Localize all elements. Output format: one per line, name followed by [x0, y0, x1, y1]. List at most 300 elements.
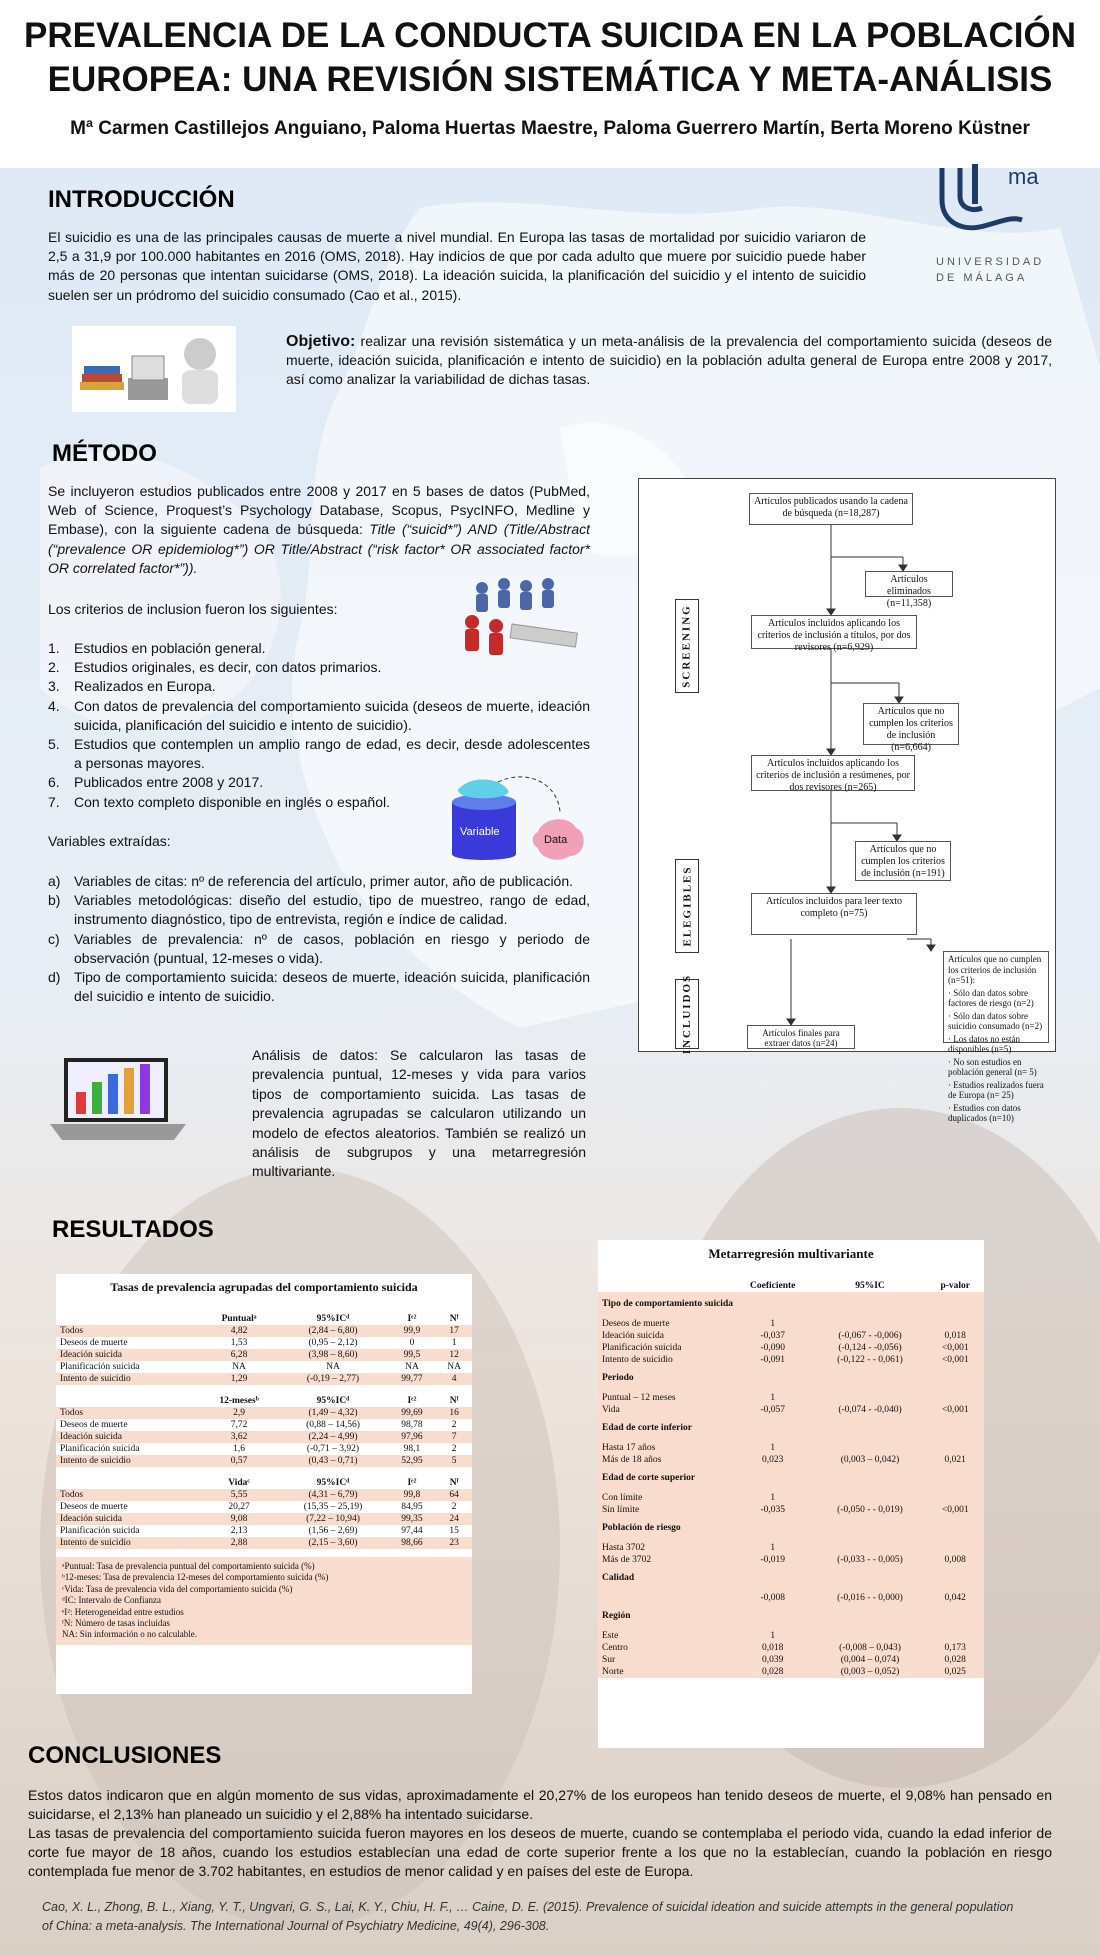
table-row — [598, 1492, 984, 1504]
group-name: Región — [598, 1604, 984, 1622]
header-cell — [598, 1280, 732, 1292]
table-cell: Planificación suicida — [60, 1362, 140, 1372]
table-cell: (15,35 – 25,19) — [303, 1502, 363, 1512]
exclusion-reason: · Los datos no están disponibles (n=5) — [948, 1033, 1020, 1054]
table-cell: 0,028 — [732, 1666, 814, 1678]
flow-box-search: Artículos publicados usando la cadena de búsqueda (n=18,287) — [749, 493, 913, 525]
table-cell: (0,43 – 0,71) — [278, 1455, 388, 1467]
header-cell — [56, 1467, 200, 1489]
table-row — [598, 1504, 984, 1516]
group-name: Calidad — [598, 1566, 984, 1584]
metaregression-header-row — [598, 1280, 984, 1292]
prisma-flow-diagram — [638, 478, 1056, 1123]
criterion-item — [48, 677, 590, 696]
table-row — [56, 1513, 472, 1525]
table-row — [56, 1489, 472, 1501]
conclusions-text — [28, 1786, 1052, 1881]
table-row — [598, 1330, 984, 1342]
table-cell: Sur — [598, 1654, 732, 1666]
table-row — [56, 1431, 472, 1443]
table-cell: Puntual – 12 meses — [598, 1392, 732, 1404]
metaregression-table-body — [598, 1280, 984, 1678]
table-cell: (-0,71 – 3,92) — [306, 1444, 360, 1454]
exclusion-reason: · Estudios realizados fuera de Europa (n= 25) — [948, 1079, 1044, 1100]
table-cell: Planificación suicida — [598, 1342, 732, 1354]
table-row — [598, 1442, 984, 1454]
exclusion-reason: · Sólo dan datos sobre suicidio consumado (n=2) — [948, 1010, 1043, 1031]
table-cell: <0,001 — [926, 1342, 984, 1354]
table-row — [56, 1443, 472, 1455]
variable-data-icon — [448, 774, 598, 866]
criterion-text: Estudios en población general. — [74, 640, 266, 656]
vars-list — [48, 872, 590, 1006]
header-cell: 95%ICᵈ — [316, 1396, 350, 1406]
table-row — [598, 1542, 984, 1554]
analysis-text: Análisis de datos: Se calcularon las tasas de prevalencia puntual, 12-meses y vida para varios tipos de comportamiento suicida. Las tasas de prevalencia agrupadas se calcularon utilizando un modelo de efectos aleatorios. También se realizó un análisis de subgrupos y una metarregresión multivariante. — [252, 1047, 586, 1180]
table-row — [56, 1501, 472, 1513]
table-cell: 1,29 — [200, 1373, 278, 1385]
table-note: ᵃPuntual: Tasa de prevalencia puntual del comportamiento suicida (%) — [62, 1561, 315, 1571]
table-cell: 17 — [436, 1325, 472, 1337]
spacer-cell — [598, 1484, 984, 1492]
table-cell: (0,95 – 2,12) — [308, 1338, 358, 1348]
criterion-marker: 6. — [48, 774, 60, 791]
table-cell: 23 — [436, 1537, 472, 1549]
metaregression-group-row — [598, 1516, 984, 1534]
spacer-row — [598, 1434, 984, 1442]
table-cell: 0,173 — [926, 1642, 984, 1654]
table-cell — [926, 1318, 984, 1330]
table-cell: 2,88 — [200, 1537, 278, 1549]
variable-data-image — [448, 774, 598, 866]
table-cell: Más de 18 años — [598, 1454, 732, 1466]
header-cell: Iᵉ² — [407, 1396, 417, 1406]
excluded-fulltext-title: Artículos que no cumplen los criterios de inclusión (n=51): — [948, 954, 1042, 985]
table-cell: (3,98 – 8,60) — [278, 1349, 388, 1361]
header-cell — [56, 1313, 200, 1325]
table-cell: Deseos de muerte — [60, 1338, 128, 1348]
table-cell: Centro — [598, 1642, 732, 1654]
table-cell: NA — [326, 1362, 340, 1372]
table-cell: -0,057 — [732, 1404, 814, 1416]
criterion-marker: 7. — [48, 793, 60, 810]
table-cell: 64 — [436, 1489, 472, 1501]
conclusions-p2: Las tasas de prevalencia del comportamiento suicida fueron mayores en los deseos de muerte, cuando se contemplaba el periodo vida, cuando la edad inferior de corte fue mayor de 18 años, cuando los estudios establecían una edad de corte superior frente a los que no la establecían, cuando la población en riesgo contemplada fue menor de 3.702 habitantes, en estudios de menor calidad y en países del este de Europa. — [28, 1825, 1052, 1879]
criterion-marker: 5. — [48, 736, 60, 753]
table-cell: Vida — [598, 1404, 732, 1416]
criterion-text: Publicados entre 2008 y 2017. — [74, 774, 264, 791]
intro-text: El suicidio es una de las principales causas de muerte a nivel mundial. En Europa las tasas de mortalidad por suicidio variaron de 2,5 a 31,9 por 100.000 habitantes en 2016 (OMS, 2018). Hay indicios de que por cada adulto que muere por suicidio puede haber más de 20 personas que intentan suicidarse (OMS, 2018). La ideación suicida, la planificación del suicidio y el intento de suicidio suelen ser un pródromo del suicidio consumado (Cao et al., 2015). — [48, 229, 866, 303]
table-cell — [598, 1592, 732, 1604]
spacer-row — [598, 1484, 984, 1492]
table-cell: 0,018 — [926, 1330, 984, 1342]
table-cell: Norte — [598, 1666, 732, 1678]
table-cell: Todos — [56, 1325, 200, 1337]
table-cell: 97,96 — [388, 1431, 436, 1443]
criterion-marker: 1. — [48, 640, 60, 656]
table-cell: 2 — [451, 1502, 457, 1512]
table-cell: 0,039 — [732, 1654, 814, 1666]
table-row — [56, 1407, 472, 1419]
table-row — [598, 1666, 984, 1678]
books-magnifier-icon — [72, 326, 236, 412]
variable-marker: d) — [48, 969, 61, 986]
table-cell: Intento de suicidio — [598, 1354, 732, 1366]
table-cell: (2,15 – 3,60) — [278, 1537, 388, 1549]
variable-marker: b) — [48, 892, 61, 909]
table-cell: (-0,008 – 0,043) — [814, 1642, 927, 1654]
table-cell: 98,66 — [388, 1537, 436, 1549]
table-cell — [926, 1442, 984, 1454]
table-cell: 0,023 — [732, 1454, 814, 1466]
table-cell: Deseos de muerte — [598, 1318, 732, 1330]
flow-box-fulltext: Artículos incluidos para leer texto completo (n=75) — [751, 893, 917, 935]
table-cell: 1 — [732, 1318, 814, 1330]
table-cell — [814, 1492, 927, 1504]
table-cell: 99,77 — [388, 1373, 436, 1385]
table-cell: (0,004 – 0,074) — [814, 1654, 927, 1666]
table-cell: (7,22 – 10,94) — [278, 1513, 388, 1525]
table-cell: 97,44 — [401, 1526, 423, 1536]
table-cell: Intento de suicidio — [56, 1455, 200, 1467]
table-cell: -0,008 — [732, 1592, 814, 1604]
prevalence-header-row — [56, 1467, 472, 1489]
analysis-image — [46, 1052, 190, 1154]
table-row — [598, 1592, 984, 1604]
criterion-marker: 3. — [48, 678, 60, 695]
criteria-intro: Los criterios de inclusion fueron los siguientes: — [48, 601, 338, 617]
table-cell: Con límite — [598, 1492, 732, 1504]
table-note: ᵇ12-meses: Tasa de prevalencia 12-meses del comportamiento suicida (%) — [62, 1572, 329, 1583]
table-cell: Hasta 3702 — [598, 1542, 732, 1554]
header-cell: Nᶠ — [449, 1314, 459, 1324]
flow-stage-elegibles — [675, 859, 699, 953]
variable-item — [48, 930, 590, 968]
table-cell: Ideación suicida — [56, 1349, 200, 1361]
people-group-icon — [452, 574, 584, 672]
objective — [286, 332, 1052, 390]
spacer-cell — [598, 1434, 984, 1442]
header-cell: 12-mesesᵇ — [219, 1396, 259, 1406]
header-cell: 95%ICᵈ — [316, 1314, 350, 1324]
table-cell: 16 — [436, 1407, 472, 1419]
vars-intro: Variables extraídas: — [48, 833, 171, 849]
header-cell: 95%IC — [855, 1281, 885, 1291]
table-cell: 5 — [436, 1455, 472, 1467]
table-cell: Todos — [56, 1407, 200, 1419]
spacer-cell — [598, 1622, 984, 1630]
data-label: Data — [544, 834, 568, 846]
metaregression-title: Metarregresión multivariante — [708, 1246, 874, 1261]
logo-mark: ma — [1008, 164, 1039, 189]
table-cell: 99,5 — [388, 1349, 436, 1361]
flow-box-titles: Artículos incluidos aplicando los criterios de inclusión a títulos, por dos revisores (n=6,929) — [751, 615, 917, 649]
table-cell: 4,82 — [200, 1325, 278, 1337]
table-cell: 99,69 — [388, 1407, 436, 1419]
table-cell: 99,9 — [388, 1325, 436, 1337]
results-heading: RESULTADOS — [52, 1216, 214, 1243]
exclusion-reason: · Estudios con datos duplicados (n=10) — [948, 1102, 1021, 1123]
table-cell: -0,090 — [732, 1342, 814, 1354]
metaregression-group-row — [598, 1566, 984, 1584]
criterion-text: Con texto completo disponible en inglés o español. — [74, 793, 390, 810]
intro-image — [72, 326, 236, 412]
table-cell: 7,72 — [230, 1420, 248, 1430]
table-cell: (4,31 – 6,79) — [278, 1489, 388, 1501]
header-cell: Iᵉ² — [407, 1478, 417, 1488]
metaregression-group-row — [598, 1292, 984, 1310]
table-row — [598, 1342, 984, 1354]
exclusion-reason: · Sólo dan datos sobre factores de riesgo (n=2) — [948, 987, 1034, 1008]
metaregression-group-row — [598, 1466, 984, 1484]
spacer-cell — [598, 1584, 984, 1592]
search-string: Title (“suicid*”) AND (Title/Abstract (“prevalence OR epidemiolog*”) OR Title/Abstract (“risk factor* OR associated factor* OR correlated factor*”)). — [48, 521, 591, 576]
table-row — [56, 1349, 472, 1361]
table-cell: 0,025 — [926, 1666, 984, 1678]
authors: Mª Carmen Castillejos Anguiano, Paloma Huertas Maestre, Paloma Guerrero Martín, Berta Moreno Küstner — [70, 118, 1030, 139]
table-cell: 1 — [732, 1442, 814, 1454]
header-cell: 95%ICᵈ — [316, 1478, 350, 1488]
stage-elegibles-label: ELEGIBLES — [681, 865, 694, 947]
flow-box-excluded-fulltext — [943, 951, 1049, 1123]
table-cell: -0,035 — [732, 1504, 814, 1516]
table-cell: 2 — [451, 1444, 457, 1454]
table-row — [598, 1392, 984, 1404]
table-row — [598, 1318, 984, 1330]
header-cell — [56, 1385, 200, 1407]
table-cell: 99,8 — [388, 1489, 436, 1501]
table-row — [56, 1537, 472, 1549]
table-cell: 9,08 — [200, 1513, 278, 1525]
criterion-item — [48, 697, 590, 735]
table-cell: (-0,050 - - 0,019) — [814, 1504, 927, 1516]
table-cell — [926, 1542, 984, 1554]
variable-text: Variables de citas: nº de referencia del artículo, primer autor, año de publicación. — [74, 873, 574, 889]
intro-heading: INTRODUCCIÓN — [48, 186, 235, 213]
method-heading: MÉTODO — [52, 440, 157, 467]
header-cell: Puntualᵃ — [221, 1314, 257, 1324]
table-cell: (-0,122 - - 0,061) — [814, 1354, 927, 1366]
table-cell: 4 — [436, 1373, 472, 1385]
prevalence-table-title: Tasas de prevalencia agrupadas del comportamiento suicida — [110, 1280, 418, 1294]
table-cell: 0,008 — [926, 1554, 984, 1566]
table-cell: (-0,124 - -0,056) — [814, 1342, 927, 1354]
table-cell: Más de 3702 — [598, 1554, 732, 1566]
table-cell: 1 — [732, 1392, 814, 1404]
table-cell: Deseos de muerte — [60, 1502, 128, 1512]
table-cell: 20,27 — [228, 1502, 250, 1512]
spacer-row — [598, 1384, 984, 1392]
variable-marker: a) — [48, 873, 61, 889]
logo-line-1: UNIVERSIDAD — [936, 256, 1045, 268]
table-note: ᶠN: Número de tasas incluidas — [62, 1618, 170, 1629]
table-cell — [814, 1542, 927, 1554]
variable-item — [48, 872, 590, 891]
metaregression-table — [598, 1240, 984, 1748]
header-cell: Nᶠ — [449, 1478, 459, 1488]
table-cell: NA — [232, 1362, 246, 1372]
table-row — [56, 1419, 472, 1431]
table-cell: (-0,067 - -0,006) — [814, 1330, 927, 1342]
table-cell — [814, 1630, 927, 1642]
group-name: Población de riesgo — [598, 1516, 984, 1534]
table-cell: 1,6 — [233, 1444, 245, 1454]
table-cell: 12 — [436, 1349, 472, 1361]
flow-stage-incluidos — [675, 973, 699, 1055]
table-cell — [814, 1318, 927, 1330]
table-cell: (2,24 – 4,99) — [278, 1431, 388, 1443]
header-cell: Iᵉ² — [407, 1314, 417, 1324]
table-cell: Hasta 17 años — [598, 1442, 732, 1454]
criterion-text: Estudios que contemplen un amplio rango de edad, es decir, desde adolescentes a personas mayores. — [74, 736, 590, 772]
table-cell — [814, 1392, 927, 1404]
table-cell: 99,35 — [388, 1513, 436, 1525]
poster-title-line-1: PREVALENCIA DE LA CONDUCTA SUICIDA EN LA POBLACIÓN — [24, 16, 1076, 55]
criterion-text: Con datos de prevalencia del comportamiento suicida (deseos de muerte, ideación suicida, planificación del suicidio e intento de suicidio). — [74, 697, 590, 733]
conclusions-heading: CONCLUSIONES — [28, 1742, 222, 1769]
table-note: NA: Sin información o no calculable. — [62, 1629, 197, 1640]
table-cell: Planificación suicida — [60, 1526, 140, 1536]
variable-item — [48, 968, 590, 1006]
people-image — [452, 574, 584, 672]
table-cell: 52,95 — [388, 1455, 436, 1467]
spacer-cell — [598, 1310, 984, 1318]
table-cell: (-0,074 - -0,040) — [814, 1404, 927, 1416]
metaregression-group-row — [598, 1366, 984, 1384]
table-cell — [926, 1392, 984, 1404]
variable-item — [48, 891, 590, 929]
table-row — [56, 1337, 472, 1349]
table-cell: 6,28 — [200, 1349, 278, 1361]
spacer-cell — [598, 1384, 984, 1392]
criterion-text: Realizados en Europa. — [74, 678, 216, 695]
table-cell: 1 — [732, 1630, 814, 1642]
flow-box-final: Artículos finales para extraer datos (n=24) — [747, 1025, 855, 1049]
table-cell: (-0,033 - - 0,005) — [814, 1554, 927, 1566]
table-cell: 5,55 — [200, 1489, 278, 1501]
criterion-marker: 2. — [48, 659, 60, 676]
table-cell: NA — [447, 1362, 461, 1372]
table-cell: Ideación suicida — [56, 1431, 200, 1443]
spacer-row — [598, 1310, 984, 1318]
table-cell: <0,001 — [926, 1354, 984, 1366]
university-logo — [932, 160, 1052, 240]
table-cell: Intento de suicidio — [56, 1373, 200, 1385]
table-cell — [926, 1630, 984, 1642]
table-cell: 0,021 — [926, 1454, 984, 1466]
table-cell: (0,88 – 14,56) — [306, 1420, 360, 1430]
flow-box-removed: Artículos eliminados (n=11,358) — [865, 571, 953, 597]
table-cell: (0,003 – 0,052) — [814, 1666, 927, 1678]
table-cell: Intento de suicidio — [56, 1537, 200, 1549]
group-name: Edad de corte superior — [598, 1466, 984, 1484]
flow-stage-screening — [675, 599, 699, 693]
table-cell: 0,042 — [926, 1592, 984, 1604]
table-row — [56, 1525, 472, 1537]
table-cell: -0,037 — [732, 1330, 814, 1342]
poster-title-line-2: EUROPEA: UNA REVISIÓN SISTEMÁTICA Y META-ANÁLISIS — [47, 60, 1053, 99]
table-cell: NA — [405, 1362, 419, 1372]
method-text — [48, 482, 590, 578]
table-cell — [926, 1492, 984, 1504]
variable-text: Variables de prevalencia: nº de casos, población en riesgo y periodo de observación (puntual, 12-meses o vida). — [74, 930, 590, 966]
table-cell: (-0,016 - - 0,000) — [814, 1592, 927, 1604]
header-cell: Coeficiente — [750, 1281, 796, 1291]
table-cell: -0,091 — [732, 1354, 814, 1366]
table-row — [598, 1454, 984, 1466]
header-cell: p-valor — [940, 1281, 970, 1291]
table-cell: 3,62 — [200, 1431, 278, 1443]
metaregression-group-row — [598, 1604, 984, 1622]
table-cell: Este — [598, 1630, 732, 1642]
table-cell: Sin límite — [598, 1504, 732, 1516]
prevalence-header-row — [56, 1313, 472, 1325]
reference: Cao, X. L., Zhong, B. L., Xiang, Y. T., Ungvari, G. S., Lai, K. Y., Chiu, H. F., … Caine, D. E. (2015). Prevalence of suicidal ideation and suicide attempts in the general population of China: a meta-analysis. The International Journal of Psychiatry Medicine, 49(4), 296-308. — [42, 1900, 1014, 1933]
table-row — [598, 1554, 984, 1566]
table-cell: Todos — [56, 1489, 200, 1501]
criterion-item — [48, 735, 590, 773]
table-row — [56, 1455, 472, 1467]
criterion-marker: 4. — [48, 697, 60, 714]
flow-box-excluded-titles: Artículos que no cumplen los criterios de inclusión (n=6,664) — [863, 703, 959, 745]
objective-text: realizar una revisión sistemática y un meta-análisis de la prevalencia del comportamiento suicida (deseos de muerte, ideación suicida, planificación e intento de suicidio) en la población adulta general de Europa entre 2008 y 2017, así como analizar la variabilidad de dichas tasas. — [286, 333, 1052, 388]
table-row — [56, 1373, 472, 1385]
variable-text: Variables metodológicas: diseño del estudio, tipo de muestreo, rango de edad, instrumento diagnóstico, tipo de entrevista, región e índice de calidad. — [74, 892, 590, 928]
stage-screening-label: SCREENING — [681, 604, 693, 688]
table-cell: (1,49 – 4,32) — [278, 1407, 388, 1419]
header-cell: Nᶠ — [449, 1396, 459, 1406]
method-text-a: Se incluyeron estudios publicados entre 2008 y 2017 en 5 bases de datos (PubMed, Web of Science, Proquest’s Psychology Database, Scopus, PsycINFO, Medline y Embase), con la siguiente cadena de búsqueda: — [48, 483, 590, 538]
table-cell: 0,018 — [732, 1642, 814, 1654]
group-name: Tipo de comportamiento suicida — [598, 1292, 984, 1310]
prevalence-table-body — [56, 1313, 472, 1549]
table-cell — [814, 1442, 927, 1454]
table-row — [56, 1361, 472, 1373]
table-cell: 1 — [732, 1542, 814, 1554]
laptop-chart-icon — [46, 1052, 190, 1154]
stage-incluidos-label: INCLUIDOS — [681, 973, 694, 1055]
objective-label: Objetivo: — [286, 333, 356, 350]
prevalence-notes — [56, 1557, 472, 1645]
spacer-cell — [598, 1534, 984, 1542]
table-cell: (0,003 – 0,042) — [814, 1454, 927, 1466]
spacer-row — [598, 1584, 984, 1592]
table-cell: 7 — [436, 1431, 472, 1443]
table-cell: 84,95 — [401, 1502, 423, 1512]
table-cell: <0,001 — [926, 1404, 984, 1416]
table-cell: 24 — [436, 1513, 472, 1525]
table-cell: 0,57 — [200, 1455, 278, 1467]
table-cell: 98,1 — [403, 1444, 421, 1454]
prevalence-header-row — [56, 1385, 472, 1407]
table-cell: (-0,19 – 2,77) — [278, 1373, 388, 1385]
table-cell: Deseos de muerte — [60, 1420, 128, 1430]
flow-box-excluded-abstracts: Artículos que no cumplen los criterios de inclusión (n=191) — [855, 841, 951, 881]
flow-box-abstracts: Artículos incluidos aplicando los criterios de inclusión a resúmenes, por dos revisores (n=265) — [751, 755, 915, 791]
table-cell: -0,019 — [732, 1554, 814, 1566]
table-cell: 2,13 — [230, 1526, 248, 1536]
variable-text: Tipo de comportamiento suicida: deseos de muerte, ideación suicida, planificación del suicidio e intento de suicidio. — [74, 969, 590, 1005]
table-cell: Ideación suicida — [598, 1330, 732, 1342]
table-row — [598, 1404, 984, 1416]
table-note: ᵉI²: Heterogeneidad entre estudios — [62, 1606, 184, 1617]
header-cell: Vidaᶜ — [228, 1478, 250, 1488]
table-cell: Ideación suicida — [56, 1513, 200, 1525]
group-name: Periodo — [598, 1366, 984, 1384]
table-row — [598, 1630, 984, 1642]
table-row — [56, 1325, 472, 1337]
logo-line-2: DE MÁLAGA — [936, 272, 1028, 284]
